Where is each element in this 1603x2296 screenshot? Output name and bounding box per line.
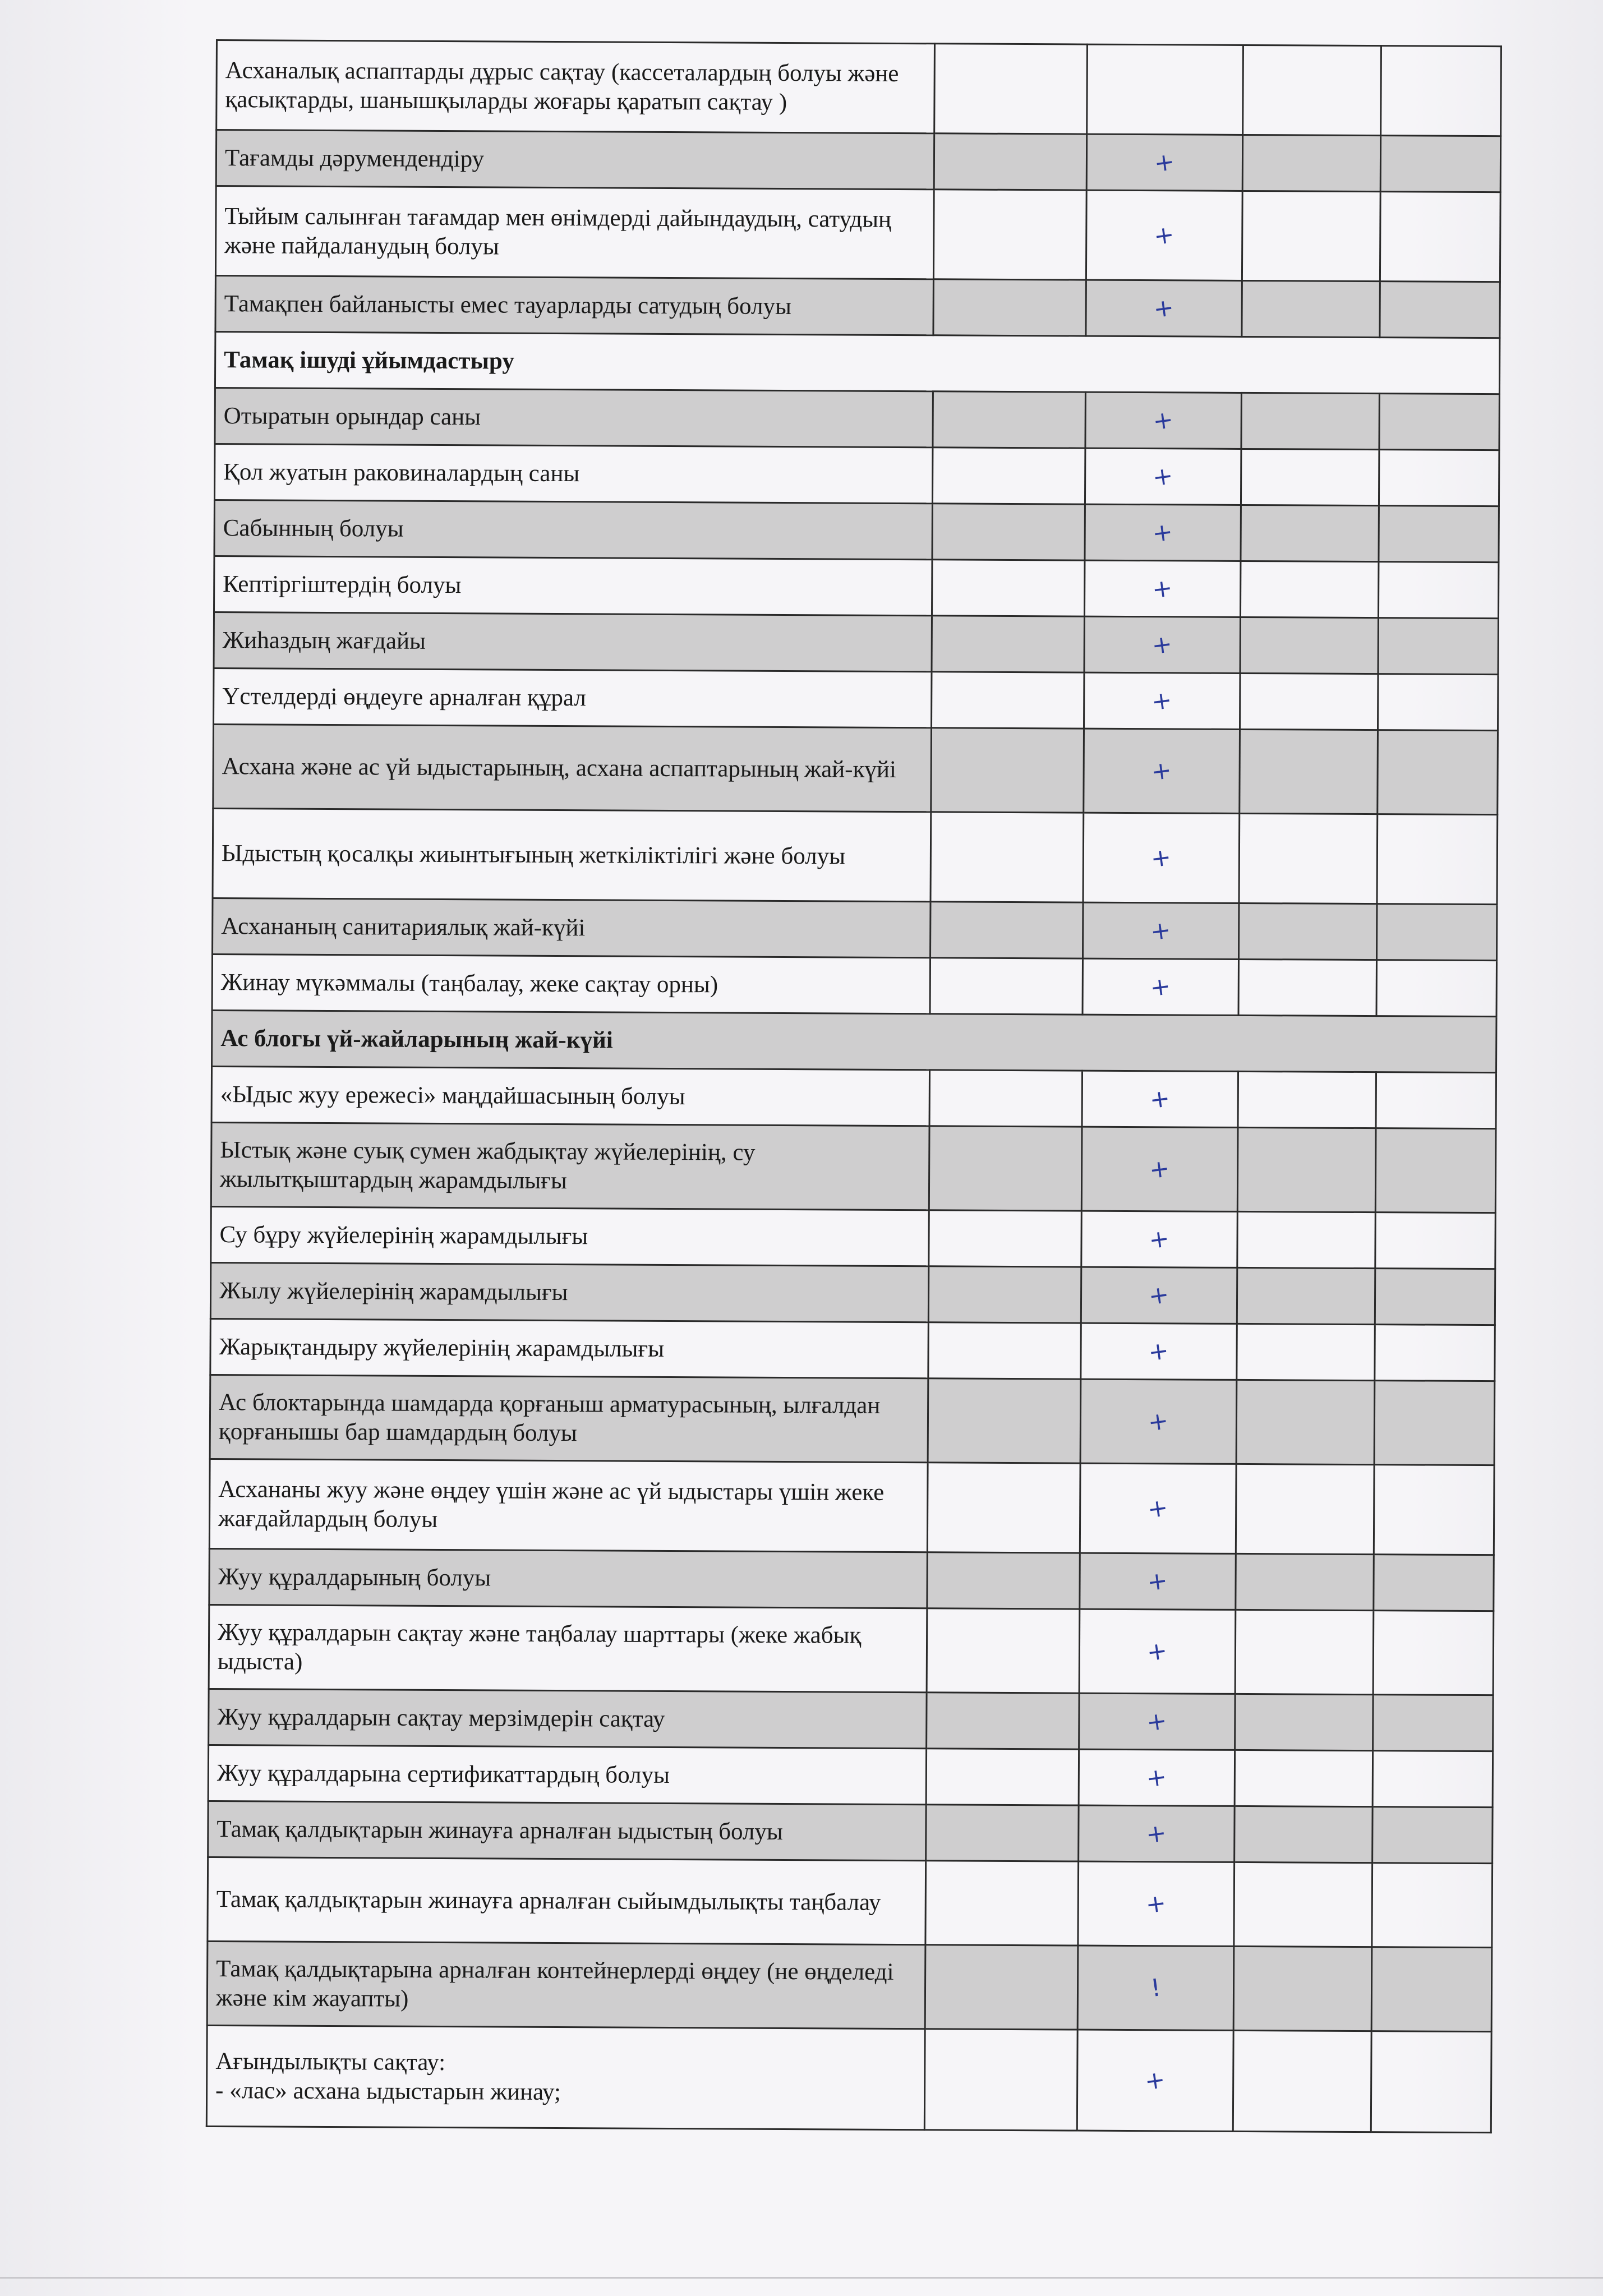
table-row (214, 500, 1499, 562)
criterion-text: Отыратын орындар саны (215, 388, 933, 447)
blank-cell (1243, 45, 1381, 135)
handwritten-mark: + (1148, 1084, 1172, 1114)
handwritten-mark: + (1145, 1706, 1169, 1737)
table-row (211, 1122, 1496, 1212)
blank-cell (1377, 904, 1497, 961)
check-mark-cell (1084, 729, 1240, 813)
table-row (215, 186, 1500, 282)
blank-cell (1372, 1807, 1493, 1864)
blank-cell (934, 133, 1086, 190)
table-row (217, 40, 1501, 136)
blank-cell (1379, 506, 1499, 563)
table-row (214, 668, 1498, 730)
table-row (211, 1206, 1495, 1269)
check-mark-cell (1079, 1805, 1235, 1862)
blank-cell (1235, 1610, 1374, 1694)
blank-cell (1380, 136, 1500, 192)
blank-cell (1374, 1555, 1494, 1611)
handwritten-mark: + (1143, 2065, 1167, 2096)
blank-cell (1241, 449, 1379, 505)
blank-cell (1242, 135, 1380, 191)
criterion-text: Қол жуатын раковиналардың саны (214, 444, 932, 503)
criterion-text: «Ыдыс жуу ережесі» маңдайшасының болуы (211, 1066, 929, 1126)
blank-cell (928, 1378, 1081, 1463)
check-mark-cell (1080, 1379, 1237, 1464)
blank-cell (931, 728, 1084, 813)
criterion-text: Тағамды дәрумендендіру (216, 130, 934, 190)
handwritten-mark: + (1153, 147, 1177, 178)
blank-cell (930, 958, 1083, 1015)
check-mark-cell (1081, 1267, 1237, 1324)
check-mark-cell (1086, 190, 1242, 280)
section-header-row (215, 332, 1499, 394)
blank-cell (1236, 1464, 1374, 1554)
blank-cell (933, 190, 1086, 280)
blank-cell (1371, 1947, 1492, 2032)
criterion-text: Жылу жүйелерінің жарамдылығы (210, 1262, 928, 1322)
blank-cell (1237, 1267, 1375, 1324)
blank-cell (927, 1552, 1080, 1609)
checklist-rows (206, 40, 1501, 2133)
table-row (209, 1459, 1494, 1555)
criterion-text: Асханалық аспаптарды дұрыс сақтау (кассеталардың болуы және қасықтарды, шанышқыларды жоғары қаратып сақтау ) (217, 40, 935, 133)
check-mark-cell (1083, 958, 1238, 1015)
blank-cell (1380, 282, 1500, 338)
blank-cell (1240, 673, 1378, 730)
criterion-text: Сабынның болуы (214, 500, 932, 559)
criterion-text: Ыстық және суық сумен жабдықтау жүйелерінің, су жылытқыштардың жарамдылығы (211, 1122, 929, 1210)
check-mark-cell (1085, 392, 1241, 449)
criterion-text: Су бұру жүйелерінің жарамдылығы (211, 1206, 929, 1266)
blank-cell (932, 560, 1084, 616)
blank-cell (1239, 903, 1377, 960)
handwritten-mark: + (1146, 1406, 1171, 1437)
table-row (206, 2025, 1491, 2132)
blank-cell (933, 391, 1085, 448)
blank-cell (1375, 1128, 1496, 1213)
criterion-text: Ас блоктарында шамдарда қорғаныш арматурасының, ылғалдан қорғанышы бар шамдардың болуы (210, 1375, 928, 1462)
section-title: Тамақ ішуді ұйымдастыру (215, 332, 1499, 394)
handwritten-mark: + (1150, 685, 1174, 716)
criterion-text: Жарықтандыру жүйелерінің жарамдылығы (210, 1318, 928, 1378)
handwritten-mark: + (1151, 405, 1176, 436)
criterion-text: Жиһаздың жағдайы (214, 612, 932, 671)
handwritten-mark: + (1147, 1280, 1171, 1311)
handwritten-mark: + (1146, 1336, 1171, 1367)
check-mark-cell (1084, 672, 1240, 729)
blank-cell (1379, 450, 1499, 506)
blank-cell (932, 504, 1085, 560)
blank-cell (1240, 729, 1378, 814)
blank-cell (1238, 1071, 1376, 1128)
blank-cell (1372, 1863, 1493, 1948)
blank-cell (1242, 191, 1380, 281)
check-mark-cell (1077, 1945, 1234, 2030)
blank-cell (929, 1070, 1082, 1127)
check-mark-cell (1079, 1693, 1235, 1750)
blank-cell (1372, 1751, 1493, 1808)
blank-cell (1242, 280, 1380, 337)
check-mark-cell (1085, 504, 1241, 561)
section-title: Ас блогы үй-жайларының жай-күйі (212, 1010, 1496, 1072)
criterion-text: Тамақ қалдықтарын жинауға арналған ыдыстың болуы (208, 1801, 926, 1860)
blank-cell (1376, 960, 1496, 1017)
handwritten-mark: + (1151, 293, 1176, 324)
table-row (209, 1548, 1494, 1611)
blank-cell (1241, 505, 1379, 561)
blank-cell (1237, 1324, 1375, 1380)
table-row (213, 724, 1498, 814)
check-mark-cell (1084, 560, 1240, 617)
handwritten-mark: + (1148, 1154, 1172, 1184)
blank-cell (1380, 192, 1500, 282)
check-mark-cell (1079, 1609, 1236, 1694)
blank-cell (1381, 46, 1501, 136)
blank-cell (1377, 814, 1498, 905)
blank-cell (1241, 393, 1379, 449)
table-row (216, 130, 1500, 192)
blank-cell (931, 812, 1084, 902)
blank-cell (931, 902, 1083, 958)
blank-cell (934, 44, 1088, 134)
blank-cell (933, 279, 1086, 336)
blank-cell (932, 616, 1084, 672)
table-row (214, 612, 1498, 674)
criterion-text: Асхана және ас үй ыдыстарының, асхана аспаптарының жай-күйі (213, 724, 932, 812)
blank-cell (1376, 1072, 1496, 1129)
handwritten-mark: + (1149, 915, 1173, 946)
criterion-text: Үстелдерді өңдеуге арналған құрал (214, 668, 932, 727)
blank-cell (1378, 674, 1498, 731)
blank-cell (1379, 394, 1499, 450)
blank-cell (926, 1749, 1079, 1805)
criterion-text: Тыйым салынған тағамдар мен өнімдерді дайындаудың, сатудың және пайдаланудың болуы (215, 186, 934, 279)
blank-cell (1233, 2030, 1371, 2132)
table-row (213, 808, 1498, 904)
table-row (214, 444, 1499, 506)
criterion-text: Тамақ қалдықтарын жинауға арналған сыйымдылықты таңбалау (208, 1857, 926, 1944)
table-row (210, 1318, 1495, 1381)
blank-cell (924, 2029, 1077, 2131)
blank-cell (1235, 1694, 1373, 1750)
blank-cell (1240, 617, 1378, 674)
blank-cell (1373, 1695, 1493, 1751)
handwritten-mark: + (1149, 755, 1174, 786)
page-edge-divider (0, 2277, 1603, 2279)
blank-cell (929, 1126, 1082, 1211)
check-mark-cell (1081, 1211, 1237, 1267)
table-row (215, 388, 1499, 450)
check-mark-cell (1078, 1861, 1235, 1946)
handwritten-mark: + (1150, 573, 1174, 604)
table-row (212, 954, 1496, 1016)
handwritten-mark: + (1149, 971, 1173, 1002)
check-mark-cell (1083, 813, 1240, 903)
blank-cell (927, 1608, 1080, 1693)
check-mark-cell (1081, 1323, 1237, 1380)
check-mark-cell (1086, 280, 1242, 336)
table-row (208, 1857, 1493, 1947)
blank-cell (932, 672, 1084, 729)
handwritten-mark: + (1151, 517, 1175, 548)
table-row (213, 898, 1497, 960)
check-mark-cell (1082, 1071, 1238, 1127)
table-row (208, 1801, 1493, 1863)
check-mark-cell (1085, 448, 1241, 505)
criterion-text: Жуу құралдарына сертификаттардың болуы (208, 1745, 926, 1804)
table-row (210, 1262, 1495, 1325)
handwritten-mark: ! (1149, 1973, 1163, 2003)
table-row (211, 1066, 1496, 1128)
blank-cell (1237, 1127, 1376, 1212)
blank-cell (1375, 1269, 1495, 1325)
blank-cell (1375, 1212, 1495, 1269)
criterion-text: Кептіргіштердің болуы (214, 556, 932, 615)
check-mark-cell (1080, 1463, 1236, 1553)
blank-cell (1237, 1211, 1375, 1268)
blank-cell (925, 1945, 1078, 2030)
handwritten-mark: + (1145, 1762, 1169, 1793)
check-mark-cell (1079, 1749, 1235, 1806)
blank-cell (1378, 618, 1498, 675)
blank-cell (926, 1805, 1079, 1861)
handwritten-mark: + (1145, 1566, 1170, 1597)
handwritten-mark: + (1144, 1818, 1169, 1849)
inspection-checklist-table (206, 39, 1502, 2133)
blank-cell (1371, 2031, 1491, 2133)
check-mark-cell (1081, 1127, 1238, 1211)
blank-cell (1374, 1381, 1495, 1465)
criterion-text: Жуу құралдарының болуы (209, 1548, 927, 1608)
handwritten-mark: + (1146, 1493, 1170, 1524)
blank-cell (1234, 1862, 1372, 1947)
check-mark-cell (1080, 1553, 1236, 1610)
table-row (210, 1375, 1495, 1465)
table-row (209, 1605, 1494, 1695)
blank-cell (1240, 561, 1378, 617)
check-mark-cell (1084, 616, 1240, 673)
handwritten-mark: + (1147, 1224, 1172, 1255)
blank-cell (1378, 730, 1498, 815)
blank-cell (1373, 1611, 1494, 1695)
blank-cell (1236, 1380, 1375, 1464)
check-mark-cell (1087, 44, 1243, 135)
handwritten-mark: + (1144, 1888, 1168, 1919)
criterion-text: Тамақ қалдықтарына арналған контейнерлерді өңдеу (не өңделеді және кім жауапты) (207, 1941, 925, 2028)
table-row (214, 556, 1499, 618)
blank-cell (928, 1266, 1081, 1323)
check-mark-cell (1077, 2030, 1233, 2131)
blank-cell (1236, 1553, 1374, 1610)
criterion-text: Жуу құралдарын сақтау мерзімдерін сақтау (209, 1689, 927, 1748)
check-mark-cell (1086, 134, 1242, 191)
blank-cell (927, 1463, 1080, 1553)
handwritten-mark: + (1152, 220, 1177, 251)
blank-cell (1374, 1465, 1494, 1555)
table-row (215, 276, 1500, 338)
blank-cell (1235, 1806, 1372, 1862)
blank-cell (1235, 1750, 1372, 1806)
check-mark-cell (1083, 902, 1239, 959)
criterion-text: Асхананы жуу және өңдеу үшін және ас үй ыдыстары үшін жеке жағдайлардың болуы (209, 1459, 928, 1552)
handwritten-mark: + (1150, 629, 1174, 660)
blank-cell (928, 1322, 1081, 1379)
section-header-row (212, 1010, 1496, 1072)
criterion-text: Жуу құралдарын сақтау және таңбалау шарттары (жеке жабық ыдыста) (209, 1605, 927, 1692)
criterion-text: Жинау мүкәммалы (таңбалау, жеке сақтау орны) (212, 954, 930, 1013)
table-row (209, 1689, 1493, 1751)
criterion-text: Асхананың санитариялық жай-күйі (213, 898, 931, 957)
handwritten-mark: + (1145, 1636, 1169, 1667)
criterion-text: Ыдыстың қосалқы жиынтығының жеткіліктілігі және болуы (213, 808, 931, 901)
blank-cell (929, 1210, 1081, 1267)
blank-cell (1378, 562, 1498, 619)
blank-cell (1233, 1946, 1372, 2031)
criterion-text: Тамақпен байланысты емес тауарларды сатудың болуы (215, 276, 933, 335)
handwritten-mark: + (1151, 461, 1175, 492)
handwritten-mark: + (1149, 842, 1173, 873)
blank-cell (1238, 959, 1376, 1016)
table-row (208, 1745, 1493, 1807)
blank-cell (927, 1693, 1079, 1749)
blank-cell (932, 448, 1085, 504)
blank-cell (1375, 1325, 1495, 1381)
criterion-text: Ағындылықты сақтау: - «лас» асхана ыдыстарын жинау; (206, 2025, 925, 2129)
blank-cell (925, 1861, 1079, 1945)
blank-cell (1239, 813, 1378, 903)
table-row (207, 1941, 1492, 2031)
